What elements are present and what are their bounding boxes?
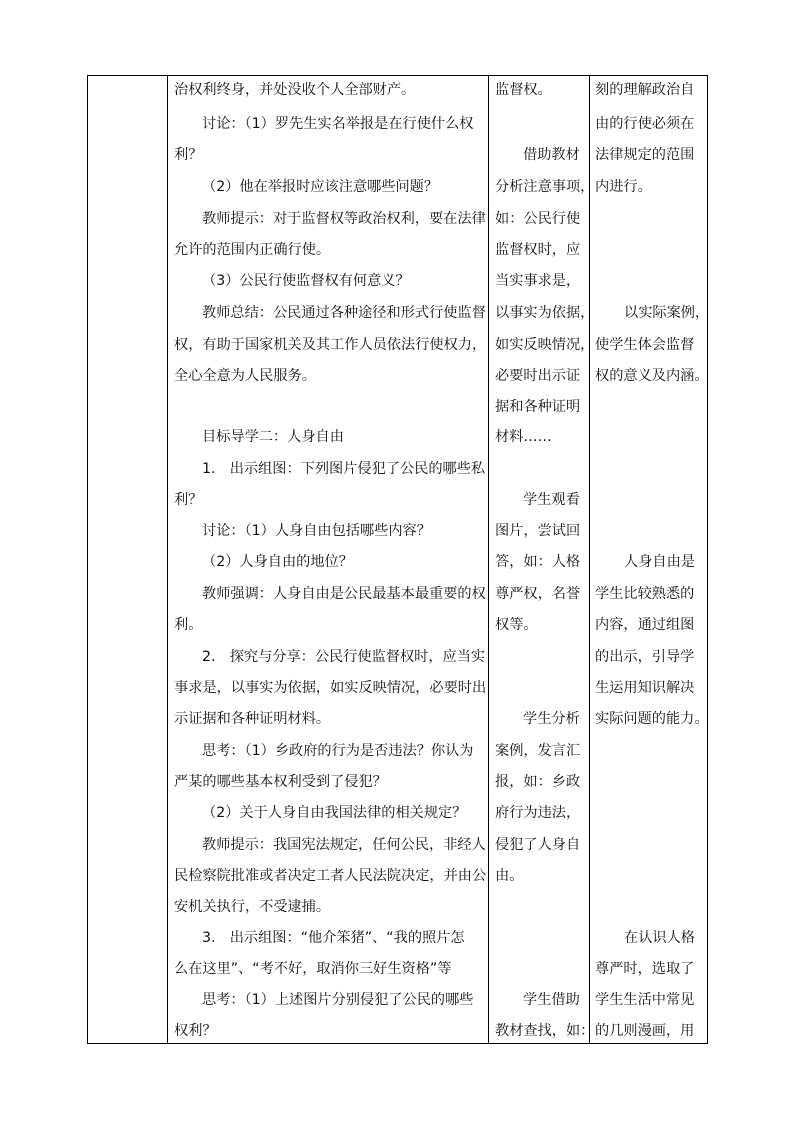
student-activity-column <box>489 76 595 1044</box>
student-text-line: 当实事求是， <box>495 273 581 289</box>
main-text-line: 权利？ <box>174 1023 217 1039</box>
main-text-line: 治权利终身，并处没收个人全部财产。 <box>174 82 416 98</box>
main-text-line: 安机关执行，不受逮捕。 <box>174 899 331 915</box>
intent-text-line: 法律规定的范围 <box>595 147 695 163</box>
student-text-line: 答，如：人格 <box>495 554 581 570</box>
student-text-line: 权等。 <box>495 617 538 633</box>
main-text-line: （3）公民行使监督权有何意义？ <box>202 273 410 289</box>
main-text-line: 利。 <box>174 617 203 633</box>
intent-text-line: 内进行。 <box>595 179 652 195</box>
main-text-line: 严某的哪些基本权利受到了侵犯？ <box>174 774 387 790</box>
intent-text-line: 学生比较熟悉的 <box>595 586 695 602</box>
main-text-line: 利？ <box>174 492 203 508</box>
student-text-line: 监督权。 <box>495 82 552 98</box>
student-text-line: 据和各种证明 <box>495 399 581 415</box>
main-text-line: 教师总结：公民通过各种途径和形式行使监督 <box>202 305 486 321</box>
intent-text-line: 内容，通过组图 <box>595 617 695 633</box>
student-text-line: 学生观看 <box>523 492 580 508</box>
main-text-line: 讨论：（1）人身自由包括哪些内容？ <box>202 523 431 539</box>
main-text-line: 么在这里”、“考不好，取消你三好生资格”等 <box>174 961 452 977</box>
student-text-line: 必要时出示证 <box>495 368 581 384</box>
main-text-line: 利？ <box>174 147 203 163</box>
main-text-line: 讨论：（1）罗先生实名举报是在行使什么权 <box>202 116 474 132</box>
student-text-line: 以事实为依据， <box>495 305 595 321</box>
student-text-line: 府行为违法， <box>495 805 581 821</box>
main-text-line: 民检察院批准或者决定工者人民法院决定，并由公 <box>174 868 487 884</box>
main-text-line: 事求是，以事实为依据，如实反映情况，必要时出 <box>174 680 487 696</box>
design-intent-column <box>590 76 708 1044</box>
student-text-line: 教材查找，如： <box>495 1023 595 1039</box>
intent-text-line: 权的意义及内涵。 <box>595 368 709 384</box>
student-text-line: 学生分析 <box>523 711 580 727</box>
student-text-line: 监督权时，应 <box>495 242 581 258</box>
intent-text-line: 尊严时，选取了 <box>595 961 695 977</box>
main-text-line: （2）他在举报时应该注意哪些问题？ <box>202 179 439 195</box>
intent-text-line: 学生生活中常见 <box>595 992 695 1008</box>
student-text-line: 由。 <box>495 868 524 884</box>
main-text-line: 教师提示：我国宪法规定，任何公民，非经人 <box>202 837 486 853</box>
intent-text-line: 实际问题的能力。 <box>595 711 709 727</box>
intent-text-line: 刻的理解政治自 <box>595 82 695 98</box>
student-text-line: 报，如：乡政 <box>495 774 581 790</box>
student-text-line: 借助教材 <box>523 147 580 163</box>
lesson-plan-table <box>87 75 708 1044</box>
section-heading: 目标导学二：人身自由 <box>202 429 344 445</box>
main-text-line: 权，有助于国家机关及其工作人员依法行使权力， <box>174 337 487 353</box>
intent-text-line: 使学生体会监督 <box>595 337 695 353</box>
main-text-line: （2）关于人身自由我国法律的相关规定？ <box>202 805 467 821</box>
intent-text-line: 的出示，引导学 <box>595 649 695 665</box>
student-text-line: 分析注意事项， <box>495 179 595 195</box>
student-text-line: 尊严权，名誉 <box>495 586 581 602</box>
main-text-line: 全心全意为人民服务。 <box>174 368 316 384</box>
student-text-line: 如实反映情况， <box>495 337 595 353</box>
main-text-line: 教师提示：对于监督权等政治权利，要在法律 <box>202 211 486 227</box>
main-text-line: 3. 出示组图：“他介笨猪”、“我的照片怎 <box>202 930 465 946</box>
main-text-line: （2）人身自由的地位？ <box>202 554 353 570</box>
intent-text-line: 在认识人格 <box>624 930 695 946</box>
student-text-line: 学生借助 <box>523 992 580 1008</box>
student-text-line: 图片，尝试回 <box>495 523 581 539</box>
intent-text-line: 以实际案例， <box>624 305 710 321</box>
intent-text-line: 由的行使必须在 <box>595 116 695 132</box>
intent-text-line: 的几则漫画，用 <box>595 1023 695 1039</box>
main-text-line: 思考：（1）上述图片分别侵犯了公民的哪些 <box>202 992 474 1008</box>
main-text-line: 教师强调：人身自由是公民最基本最重要的权 <box>202 586 486 602</box>
intent-text-line: 人身自由是 <box>624 554 695 570</box>
student-text-line: 如：公民行使 <box>495 211 581 227</box>
student-text-line: 材料…… <box>495 429 552 445</box>
student-text-line: 案例，发言汇 <box>495 743 581 759</box>
main-text-line: 示证据和各种证明材料。 <box>174 711 331 727</box>
stage-column <box>88 76 168 1044</box>
main-text-line: 1. 出示组图：下列图片侵犯了公民的哪些私 <box>202 461 486 477</box>
student-text-line: 侵犯了人身自 <box>495 837 581 853</box>
main-text-line: 2. 探究与分享：公民行使监督权时，应当实 <box>202 649 486 665</box>
teaching-process-column <box>168 76 489 1044</box>
main-text-line: 思考：（1）乡政府的行为是否违法？你认为 <box>202 743 474 759</box>
table-row <box>88 76 708 1044</box>
intent-text-line: 生运用知识解决 <box>595 680 695 696</box>
main-text-line: 允许的范围内正确行使。 <box>174 242 331 258</box>
